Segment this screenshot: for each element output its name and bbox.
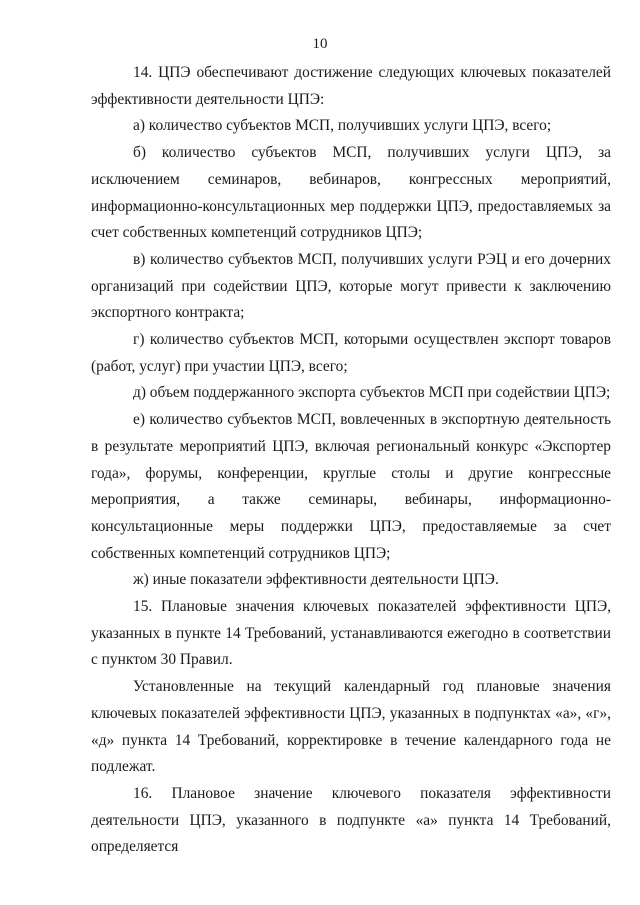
paragraph-15: 15. Плановые значения ключевых показателей эффективности ЦПЭ, указанных в пункте 14 Требований, устанавливаются ежегодно в соответствии с пунктом 30 Правил. [91,598,611,669]
page-number: 10 [312,36,328,52]
paragraph-14-d: д) объем поддержанного экспорта субъектов МСП при содействии ЦПЭ; [133,384,611,402]
paragraph-14-v: в) количество субъектов МСП, получивших услуги РЭЦ и его дочерних организаций при содействии ЦПЭ, которые могут привести к заключению экспортного контракта; [91,250,611,322]
document-body [91,60,611,861]
paragraph-14-a: а) количество субъектов МСП, получивших услуги ЦПЭ, всего; [133,117,552,135]
paragraph-16: 16. Плановое значение ключевого показателя эффективности деятельности ЦПЭ, указанного в подпункте «а» пункта 14 Требований, определяется [91,784,611,856]
paragraph-14-intro: 14. ЦПЭ обеспечивают достижение следующих ключевых показателей эффективности деятельности ЦПЭ: [91,64,611,108]
paragraph-14-zh: ж) иные показатели эффективности деятельности ЦПЭ. [133,571,499,589]
paragraph-14-b: б) количество субъектов МСП, получивших услуги ЦПЭ, за исключением семинаров, вебинаров, конгрессных мероприятий, информационно-консультационных мер поддержки ЦПЭ, предоставляемых за счет собственных компетенций сотрудников ЦПЭ; [91,144,611,242]
paragraph-14-g: г) количество субъектов МСП, которыми осуществлен экспорт товаров (работ, услуг) при участии ЦПЭ, всего; [91,331,611,375]
paragraph-15-second: Установленные на текущий календарный год плановые значения ключевых показателей эффективности ЦПЭ, указанных в подпунктах «а», «г», «д» пункта 14 Требований, корректировке в течение календарного года не подлежат. [91,678,611,776]
paragraph-14-e: е) количество субъектов МСП, вовлеченных в экспортную деятельность в результате мероприятий ЦПЭ, включая региональный конкурс «Экспортер года», форумы, конференции, круглые столы и другие конгрессные мероприятия, а также семинары, вебинары, информационно-консультационные меры поддержки ЦПЭ, предоставляемые за счет собственных компетенций сотрудников ЦПЭ; [91,411,611,562]
